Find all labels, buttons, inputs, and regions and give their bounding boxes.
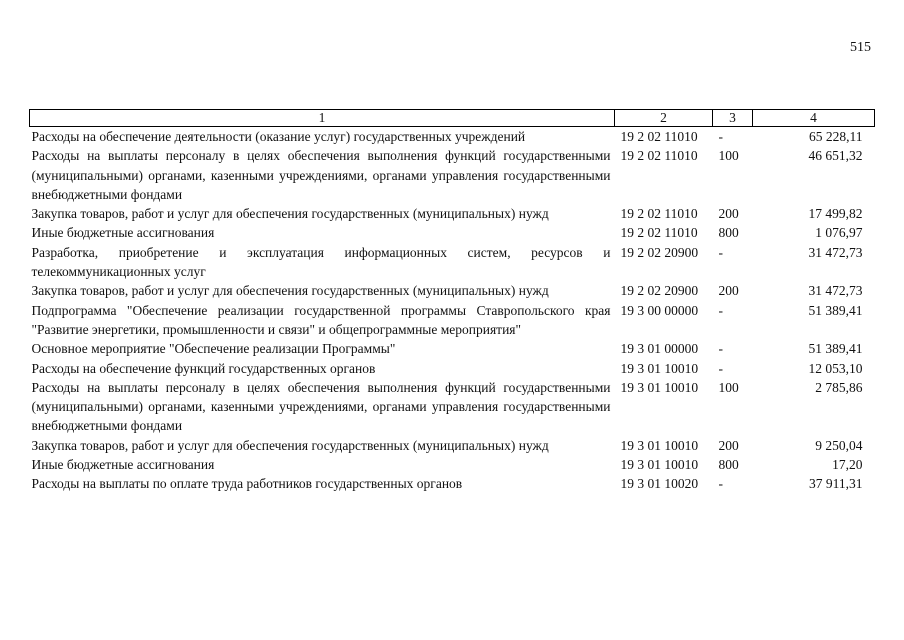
- row-expense-type: -: [718, 341, 723, 357]
- row-expense-type: 200: [718, 437, 739, 453]
- row-description: Иные бюджетные ассигнования: [31, 225, 215, 241]
- row-expense-type: -: [718, 476, 723, 492]
- table-row: [30, 146, 875, 204]
- row-target-code: 19 3 01 00000: [620, 341, 699, 357]
- table-row: [30, 301, 875, 340]
- table-header: [30, 110, 875, 127]
- table-row: [30, 359, 875, 378]
- row-target-code: 19 2 02 11010: [620, 148, 698, 164]
- column-header-1: 1: [30, 110, 615, 127]
- table-row: [30, 474, 875, 493]
- row-expense-type: 200: [718, 283, 739, 299]
- table-row: [30, 204, 875, 223]
- row-amount: 2 785,86: [815, 379, 863, 395]
- row-description: Иные бюджетные ассигнования: [31, 457, 215, 473]
- row-expense-type: 800: [718, 225, 739, 241]
- row-amount: 31 472,73: [808, 283, 863, 299]
- table-row: [30, 127, 875, 147]
- row-description: Закупка товаров, работ и услуг для обеспечения государственных (муниципальных) нужд: [31, 283, 549, 299]
- table-row: [30, 339, 875, 358]
- row-description: Подпрограмма "Обеспечение реализации государственной программы Ставропольского края "Развитие энергетики, промышленности и связи" и общепрограммные мероприятия": [31, 302, 611, 337]
- row-expense-type: -: [718, 360, 723, 376]
- table-row: [30, 455, 875, 474]
- row-target-code: 19 3 01 10010: [620, 437, 699, 453]
- table-body: [30, 127, 875, 494]
- column-header-3: 3: [713, 110, 753, 127]
- row-expense-type: 100: [718, 379, 739, 395]
- row-target-code: 19 2 02 11010: [620, 206, 698, 222]
- row-description: Закупка товаров, работ и услуг для обеспечения государственных (муниципальных) нужд: [31, 206, 549, 222]
- row-amount: 17,20: [832, 457, 863, 473]
- row-description: Разработка, приобретение и эксплуатация информационных систем, ресурсов и телекоммуникационных услуг: [31, 244, 611, 280]
- row-amount: 46 651,32: [808, 148, 863, 164]
- row-target-code: 19 2 02 20900: [620, 283, 699, 299]
- row-expense-type: -: [718, 302, 723, 318]
- row-amount: 17 499,82: [808, 206, 863, 222]
- table-row: [30, 378, 875, 436]
- row-target-code: 19 3 01 10010: [620, 379, 699, 395]
- row-description: Расходы на обеспечение деятельности (оказание услуг) государственных учреждений: [31, 129, 526, 144]
- row-amount: 12 053,10: [808, 360, 863, 376]
- row-description: Основное мероприятие "Обеспечение реализации Программы": [31, 341, 396, 357]
- column-header-4: 4: [753, 110, 875, 127]
- row-description: Расходы на выплаты персоналу в целях обеспечения выполнения функций государственными (муниципальными) органами, казенными учреждениями, органами управления государственными внебюджетными фондами: [31, 148, 611, 202]
- row-amount: 65 228,11: [809, 129, 863, 144]
- row-target-code: 19 3 01 10010: [620, 360, 699, 376]
- page-number: 515: [850, 40, 871, 55]
- row-amount: 1 076,97: [815, 225, 863, 241]
- row-target-code: 19 3 01 10020: [620, 476, 699, 492]
- column-header-2: 2: [615, 110, 713, 127]
- table-row: [30, 223, 875, 242]
- row-expense-type: 100: [718, 148, 739, 164]
- row-expense-type: 200: [718, 206, 739, 222]
- table-row: [30, 281, 875, 300]
- row-expense-type: 800: [718, 457, 739, 473]
- row-amount: 51 389,41: [808, 341, 863, 357]
- row-description: Расходы на выплаты по оплате труда работников государственных органов: [31, 476, 463, 492]
- row-target-code: 19 3 00 00000: [620, 302, 699, 318]
- row-amount: 31 472,73: [808, 244, 863, 260]
- row-target-code: 19 2 02 20900: [620, 244, 699, 260]
- row-description: Расходы на обеспечение функций государственных органов: [31, 360, 376, 376]
- row-amount: 9 250,04: [815, 437, 863, 453]
- header-row: [30, 110, 875, 127]
- row-target-code: 19 2 02 11010: [620, 225, 698, 241]
- row-description: Расходы на выплаты персоналу в целях обеспечения выполнения функций государственными (муниципальными) органами, казенными учреждениями, органами управления государственными внебюджетными фондами: [31, 379, 611, 434]
- table-row: [30, 436, 875, 455]
- row-amount: 37 911,31: [809, 476, 863, 492]
- row-expense-type: -: [718, 129, 723, 144]
- row-expense-type: -: [718, 244, 723, 260]
- row-target-code: 19 2 02 11010: [620, 129, 698, 144]
- row-target-code: 19 3 01 10010: [620, 457, 699, 473]
- table-row: [30, 243, 875, 282]
- row-amount: 51 389,41: [808, 302, 863, 318]
- budget-table: [29, 109, 875, 494]
- row-description: Закупка товаров, работ и услуг для обеспечения государственных (муниципальных) нужд: [31, 437, 549, 453]
